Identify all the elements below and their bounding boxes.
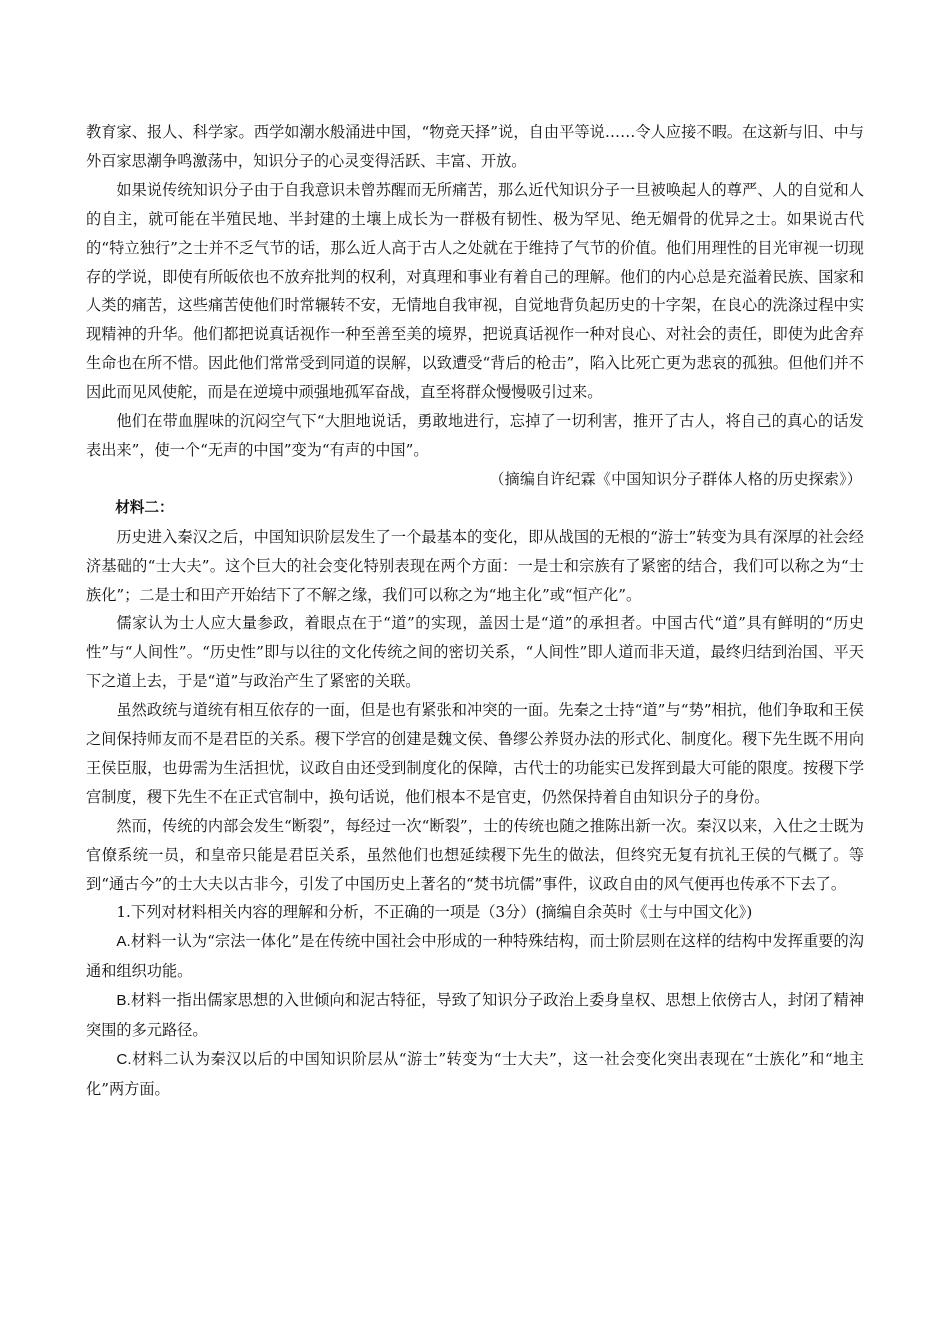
option-c-text: 材料二认为秦汉以后的中国知识阶层从“游士”转变为“士大夫”，这一社会变化突出表现在“士族化”和“地主化”两方面。 [86, 1050, 864, 1098]
material-two-heading: 材料二： [115, 498, 174, 516]
material-two-paragraph-3: 虽然政统与道统有相互依存的一面，但是也有紧张和冲突的一面。先秦之士持“道”与“势”相抗，他们争取和王侯之间保持师友而不是君臣的关系。稷下学宫的创建是魏文侯、鲁缪公养贤办法的形式化、制度化。稷下先生既不用向王侯臣服，也毋需为生活担忧，议政自由还受到制度化的保障，古代士的功能实已发挥到最大可能的限度。按稷下学宫制度，稷下先生不在正式官制中，换句话说，他们根本不是官吏，仍然保持着自由知识分子的身份。 [86, 701, 864, 806]
question-1-option-c [86, 1045, 864, 1104]
question-1-stem: 1.下列对材料相关内容的理解和分析，不正确的一项是（3分）(摘编自余英时《士与中国文化》) [116, 903, 753, 922]
material-two-paragraph-4: 然而，传统的内部会发生“断裂”，每经过一次“断裂”，士的传统也随之推陈出新一次。秦汉以来，入仕之士既为官僚系统一员，和皇帝只能是君臣关系，虽然他们也想延续稷下先生的做法，但终究无复有抗礼王侯的气概了。等到“通古今”的士大夫以古非今，引发了中国历史上著名的“焚书坑儒”事件，议政自由的风气便再也传承不下去了。 [86, 816, 864, 893]
option-a-letter: A. [116, 933, 131, 951]
material-one-source: （摘编自许纪霖《中国知识分子群体人格的历史探索》） [489, 469, 862, 488]
material-two-paragraph-2: 儒家认为士人应大量参政，着眼点在于“道”的实现，盖因士是“道”的承担者。中国古代“道”具有鲜明的“历史性”与“人间性”。“历史性”即与以往的文化传统之间的密切关系，“人间性”即人道而非天道，最终归结到治国、平天下之道上去，于是“道”与政治产生了紧密的关联。 [86, 614, 864, 691]
material-one-paragraph-2: 如果说传统知识分子由于自我意识未曾苏醒而无所痛苦，那么近代知识分子一旦被唤起人的尊严、人的自觉和人的自主，就可能在半殖民地、半封建的土壤上成长为一群极有韧性、极为罕见、绝无媚骨的优异之士。如果说古代的“特立独行”之士并不乏气节的话，那么近人高于古人之处就在于维持了气节的价值。他们用理性的目光审视一切现存的学说，即使有所皈依也不放弃批判的权利，对真理和事业有着自己的理解。他们的内心总是充溢着民族、国家和人类的痛苦，这些痛苦使他们时常辗转不安，无情地自我审视，自觉地背负起历史的十字架，在良心的洗涤过程中实现精神的升华。他们都把说真话视作一种至善至美的境界，把说真话视作一种对良心、对社会的责任，即使为此舍弃生命也在所不惜。因此他们常常受到同道的误解，以致遭受“背后的枪击”，陷入比死亡更为悲哀的孤独。但他们并不因此而见风使舵，而是在逆境中顽强地孤军奋战，直至将群众慢慢吸引过来。 [86, 180, 864, 402]
exam-page [86, 118, 864, 1104]
option-a-text: 材料一认为“宗法一体化”是在传统中国社会中形成的一种特殊结构，而士阶层则在这样的结构中发挥重要的沟通和组织功能。 [86, 932, 864, 981]
question-1-option-a [86, 927, 864, 986]
material-two-paragraph-1: 历史进入秦汉之后，中国知识阶层发生了一个最基本的变化，即从战国的无根的“游士”转变为具有深厚的社会经济基础的“士大夫”。这个巨大的社会变化特别表现在两个方面：一是士和宗族有了紧密的结合，我们可以称之为“士族化”；二是士和田产开始结下了不解之缘，我们可以称之为“地主化”或“恒产化”。 [86, 527, 864, 604]
option-b-letter: B. [116, 992, 131, 1010]
material-one-paragraph-3: 他们在带血腥味的沉闷空气下“大胆地说话，勇敢地进行，忘掉了一切利害，推开了古人，将自己的真心的话发表出来”，使一个“无声的中国”变为“有声的中国”。 [86, 412, 864, 459]
option-b-text: 材料一指出儒家思想的入世倾向和泥古特征，导致了知识分子政治上委身皇权、思想上依傍古人，封闭了精神突围的多元路径。 [86, 991, 864, 1040]
option-c-letter: C. [116, 1051, 132, 1068]
question-1-option-b [86, 986, 864, 1045]
material-one-paragraph-1: 教育家、报人、科学家。西学如潮水般涌进中国，“物竞天择”说，自由平等说……令人应接不暇。在这新与旧、中与外百家思潮争鸣激荡中，知识分子的心灵变得活跃、丰富、开放。 [86, 123, 864, 170]
